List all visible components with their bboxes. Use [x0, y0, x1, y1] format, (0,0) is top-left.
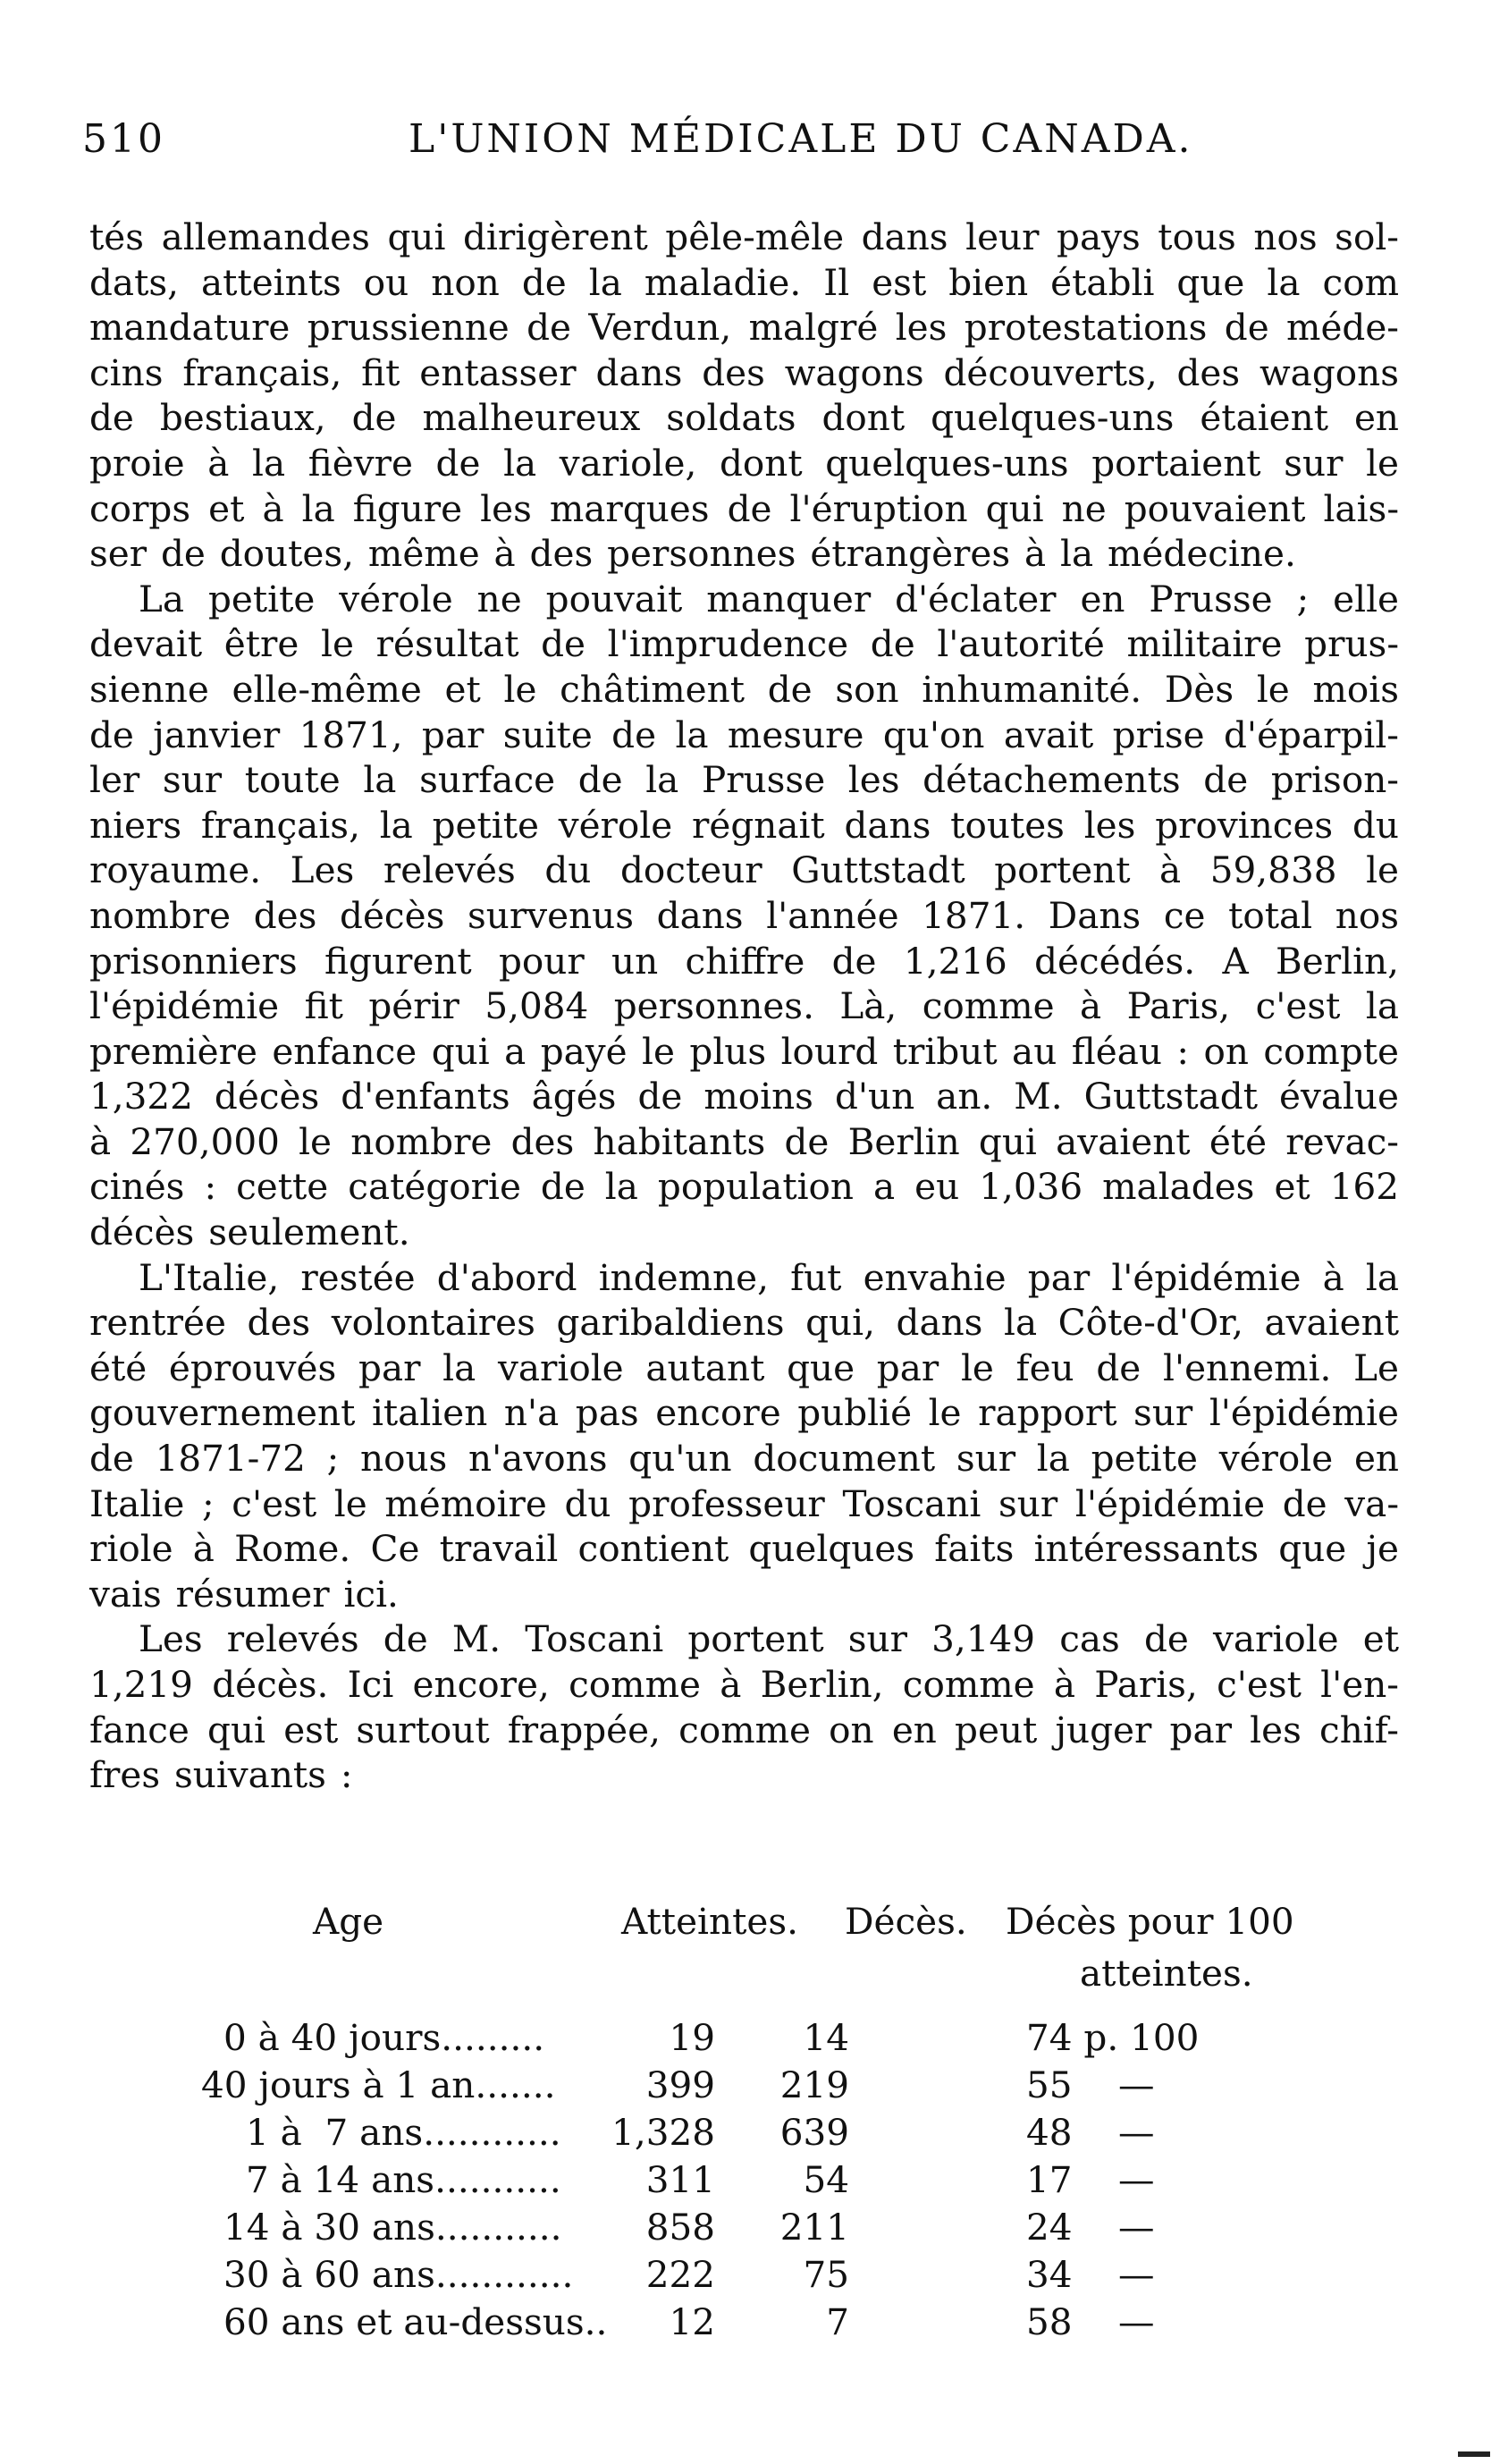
table-row [89, 2206, 1403, 2250]
text-line: Les relevés de M. Toscani portent sur 3,149 cas de variole et [139, 1617, 1399, 1661]
text-line: cinés : cette catégorie de la population a eu 1,036 malades et 162 [89, 1165, 1399, 1209]
cell-deces: 7 [826, 2300, 849, 2343]
cell-atteintes: 1,328 [611, 2111, 715, 2154]
text-line: Italie ; c'est le mémoire du professeur Toscani sur l'épidémie de va- [89, 1481, 1399, 1525]
page-number: 510 [82, 116, 165, 162]
cell-deces: 639 [779, 2111, 849, 2154]
cell-atteintes: 19 [669, 2016, 715, 2059]
cell-deces: 219 [779, 2063, 849, 2106]
text-line: sienne elle-même et le châtiment de son inhumanité. Dès le mois [89, 667, 1399, 711]
text-line: rentrée des volontaires garibaldiens qui, dans la Côte-d'Or, avaient [89, 1301, 1399, 1345]
header-deces-pour-100: Décès pour 100 [1006, 1900, 1294, 1943]
cell-pct: 74 p. 100 [1026, 2016, 1200, 2059]
cell-age: 7 à 14 ans........... [246, 2158, 561, 2201]
header-atteintes-2: atteintes. [1080, 1952, 1253, 1995]
text-line: de janvier 1871, par suite de la mesure qu'on avait prise d'éparpil- [89, 713, 1399, 756]
text-line: mandature prussienne de Verdun, malgré les protestations de méde- [89, 306, 1399, 350]
text-line: La petite vérole ne pouvait manquer d'éclater en Prusse ; elle [139, 577, 1399, 620]
cell-age: 1 à 7 ans............ [246, 2111, 561, 2154]
text-line: de bestiaux, de malheureux soldats dont quelques-uns étaient en [89, 396, 1399, 440]
cell-age: 60 ans et au-dessus.. [223, 2300, 608, 2343]
text-line: L'Italie, restée d'abord indemne, fut envahie par l'épidémie à la [139, 1255, 1399, 1299]
body-text [89, 215, 1399, 1798]
cell-deces: 54 [803, 2158, 849, 2201]
header-atteintes: Atteintes. [621, 1900, 798, 1943]
table-row [89, 2253, 1403, 2298]
text-line: cins français, fit entasser dans des wagons découverts, des wagons [89, 350, 1399, 394]
text-line: devait être le résultat de l'imprudence de l'autorité militaire prus- [89, 622, 1399, 666]
table-row [89, 2158, 1403, 2203]
text-line: prisonniers figurent pour un chiffre de 1,216 décédés. A Berlin, [89, 939, 1399, 983]
cell-deces: 14 [803, 2016, 849, 2059]
cell-pct: 48 — [1026, 2111, 1155, 2154]
text-line: corps et à la figure les marques de l'éruption qui ne pouvaient lais- [89, 486, 1399, 530]
text-line: décès seulement. [89, 1211, 410, 1254]
cell-atteintes: 12 [669, 2300, 715, 2343]
journal-title: L'UNION MÉDICALE DU CANADA. [409, 116, 1193, 162]
cell-deces: 75 [803, 2253, 849, 2296]
text-line: gouvernement italien n'a pas encore publié le rapport sur l'épidémie [89, 1391, 1399, 1435]
text-line: de 1871-72 ; nous n'avons qu'un document sur la petite vérole en [89, 1437, 1399, 1481]
text-line: fance qui est surtout frappée, comme on en peut juger par les chif- [89, 1708, 1399, 1751]
cell-pct: 55 — [1026, 2063, 1155, 2106]
text-line: ler sur toute la surface de la Prusse les détachements de prison- [89, 758, 1399, 802]
text-line: ser de doutes, même à des personnes étrangères à la médecine. [89, 532, 1296, 576]
text-line: à 270,000 le nombre des habitants de Berlin qui avaient été revac- [89, 1119, 1399, 1163]
cell-atteintes: 858 [645, 2206, 715, 2249]
text-line: 1,219 décès. Ici encore, comme à Berlin, comme à Paris, c'est l'en- [89, 1663, 1399, 1706]
table-row [89, 2111, 1403, 2156]
cell-pct: 17 — [1026, 2158, 1155, 2201]
cell-age: 40 jours à 1 an....... [201, 2063, 556, 2106]
cell-age: 0 à 40 jours......... [223, 2016, 545, 2059]
page-header [82, 116, 1405, 170]
cell-atteintes: 399 [645, 2063, 715, 2106]
text-line: royaume. Les relevés du docteur Guttstadt portent à 59,838 le [89, 848, 1399, 892]
cell-pct: 34 — [1026, 2253, 1155, 2296]
text-line: nombre des décès survenus dans l'année 1871. Dans ce total nos [89, 893, 1399, 937]
cell-age: 14 à 30 ans........... [223, 2206, 562, 2249]
text-line: 1,322 décès d'enfants âgés de moins d'un an. M. Guttstadt évalue [89, 1075, 1399, 1118]
table-row [89, 2300, 1403, 2345]
cell-age: 30 à 60 ans............ [223, 2253, 574, 2296]
text-line: tés allemandes qui dirigèrent pêle-mêle dans leur pays tous nos sol- [89, 215, 1399, 258]
cell-deces: 211 [779, 2206, 849, 2249]
table-row [89, 2063, 1403, 2108]
text-line: été éprouvés par la variole autant que par le feu de l'ennemi. Le [89, 1346, 1399, 1389]
cell-pct: 58 — [1026, 2300, 1155, 2343]
text-line: l'épidémie fit périr 5,084 personnes. Là, comme à Paris, c'est la [89, 984, 1399, 1028]
header-deces: Décès. [845, 1900, 967, 1943]
text-line: fres suivants : [89, 1753, 353, 1797]
mortality-table [89, 1900, 1403, 2365]
text-line: riole à Rome. Ce travail contient quelques faits intéressants que je [89, 1527, 1399, 1571]
cell-atteintes: 311 [645, 2158, 715, 2201]
text-line: vais résumer ici. [89, 1572, 399, 1616]
cell-atteintes: 222 [645, 2253, 715, 2296]
scan-edge-mark [1458, 2451, 1490, 2457]
text-line: première enfance qui a payé le plus lourd tribut au fléau : on compte [89, 1029, 1399, 1073]
table-row [89, 2016, 1403, 2061]
text-line: dats, atteints ou non de la maladie. Il est bien établi que la com [89, 260, 1399, 304]
cell-pct: 24 — [1026, 2206, 1155, 2249]
text-line: proie à la fièvre de la variole, dont quelques-uns portaient sur le [89, 441, 1399, 485]
text-line: niers français, la petite vérole régnait dans toutes les provinces du [89, 803, 1399, 847]
header-age: Age [313, 1900, 384, 1943]
